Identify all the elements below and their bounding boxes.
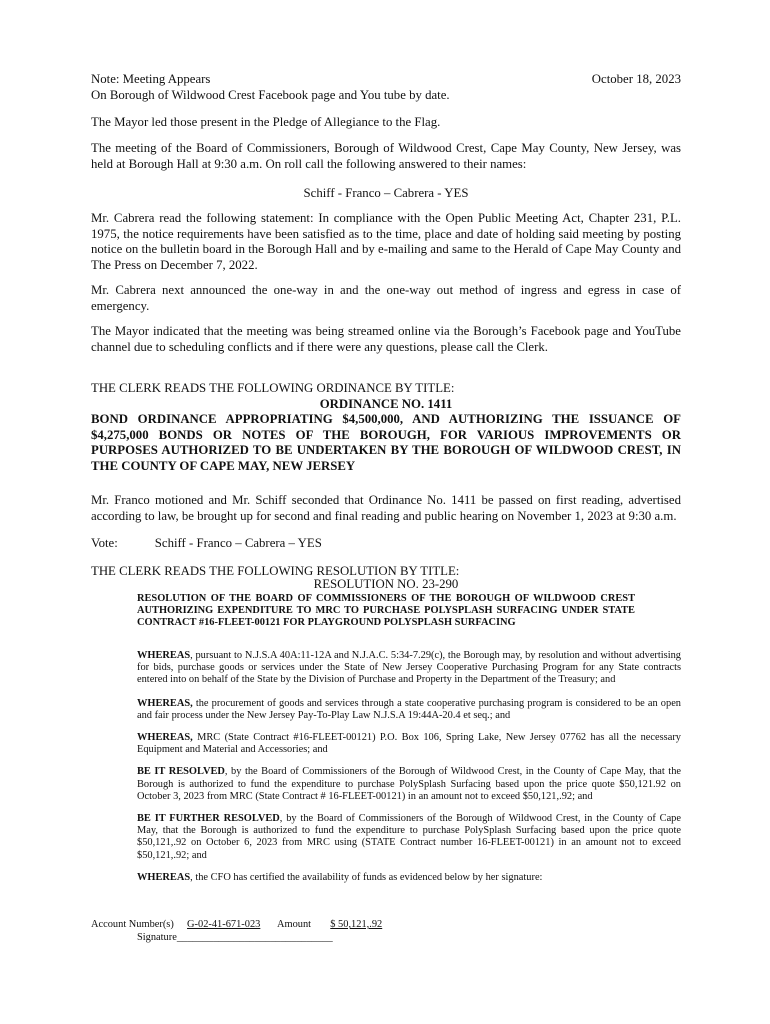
pledge-paragraph: The Mayor led those present in the Pledge of Allegiance to the Flag. bbox=[91, 115, 441, 129]
ordinance-motion: Mr. Franco motioned and Mr. Schiff seconded that Ordinance No. 1411 be passed on first reading, advertised according to law, be brought up for second and final reading and public hearing on November 1, 2023 at 9:30 a.m. bbox=[91, 493, 681, 523]
header-line2: On Borough of Wildwood Crest Facebook page and You tube by date. bbox=[91, 87, 450, 102]
paragraph-text: , the CFO has certified the availability of funds as evidenced below by her signature: bbox=[190, 871, 543, 883]
ordinance-number: ORDINANCE NO. 1411 bbox=[319, 396, 453, 411]
whereas-paragraph-2 bbox=[91, 698, 681, 722]
statement-paragraph: Mr. Cabrera read the following statement: In compliance with the Open Public Meeting Act, Chapter 231, P.L. 1975, the notice requirements have been satisfied as to the time, place and date of holding said meeting by posting notice on the bulletin board in the Borough Hall and by e-mailing and same to the Herald of Cape May County and The Press on December 7, 2022. bbox=[91, 211, 681, 272]
account-number: G-02-41-671-023 bbox=[187, 919, 261, 930]
roll-call: Schiff - Franco – Cabrera - YES bbox=[303, 186, 469, 200]
resolution-number: RESOLUTION NO. 23-290 bbox=[313, 577, 459, 591]
header-date: October 18, 2023 bbox=[591, 72, 681, 86]
ordinance-section bbox=[91, 381, 681, 474]
signature-line: Signature______________________________ bbox=[137, 932, 333, 943]
paragraph-lead: WHEREAS bbox=[137, 871, 191, 883]
account-label: Account Number(s) bbox=[91, 919, 174, 930]
paragraph-text: , by the Board of Commissioners of the Borough of Wildwood Crest, in the County of Cape May, that the Borough is authorized to fund the expenditure to purchase PolySplash Surfacing based upon the price quote $50,121.92 on October 3, 2023 from MRC (State Contract # 16-FLEET-00121) in an amount not to exceed $50,121,.92; and bbox=[137, 766, 681, 802]
paragraph-lead: WHEREAS, bbox=[137, 697, 193, 709]
paragraph-lead: WHEREAS, bbox=[137, 732, 193, 744]
paragraph-text: MRC (State Contract #16-FLEET-00121) P.O. Box 106, Spring Lake, New Jersey 07762 has all the necessary Equipment and Material and Accessories; and bbox=[137, 732, 681, 756]
meeting-paragraph: The meeting of the Board of Commissioners, Borough of Wildwood Crest, Cape May County, New Jersey, was held at Borough Hall at 9:30 a.m. On roll call the following answered to their names: bbox=[91, 141, 681, 171]
whereas-paragraph-1 bbox=[91, 650, 681, 687]
whereas-paragraph-cfo bbox=[91, 872, 681, 884]
ordinance-title: BOND ORDINANCE APPROPRIATING $4,500,000, AND AUTHORIZING THE ISSUANCE OF $4,275,000 BONDS OR NOTES OF THE BOROUGH, FOR VARIOUS IMPROVEMENTS OR PURPOSES AUTHORIZED TO BE UNDERTAKEN BY THE BOROUGH OF WILDWOOD CREST, IN THE COUNTY OF CAPE MAY, NEW JERSEY bbox=[91, 412, 681, 473]
vote-label: Vote: bbox=[91, 536, 118, 550]
resolution-title: RESOLUTION OF THE BOARD OF COMMISSIONERS OF THE BOROUGH OF WILDWOOD CREST AUTHORIZING EXPENDITURE TO MRC TO PURCHASE POLYSPLASH SURFACING UNDER STATE CONTRACT #16-FLEET-00121 FOR PLAYGROUND POLYSPLASH SURFACING bbox=[137, 593, 635, 629]
paragraph-lead: WHEREAS bbox=[137, 650, 191, 661]
paragraph-lead: BE IT RESOLVED bbox=[137, 766, 225, 778]
paragraph-lead: BE IT FURTHER RESOLVED bbox=[137, 813, 280, 825]
resolved-paragraph bbox=[91, 766, 681, 803]
further-resolved-paragraph bbox=[91, 813, 681, 862]
amount-label: Amount bbox=[276, 919, 312, 930]
paragraph-text: the procurement of goods and services through a state cooperative purchasing program is considered to be an open and fair process under the New Jersey Pay-To-Play Law N.J.S.A 19:44A-20.4 et seq.; and bbox=[137, 697, 681, 721]
resolution-body bbox=[91, 650, 681, 884]
amount-value: $ 50,121,.92 bbox=[330, 919, 383, 930]
egress-paragraph: Mr. Cabrera next announced the one-way in and the one-way out method of ingress and egress in case of emergency. bbox=[91, 283, 681, 313]
whereas-paragraph-3 bbox=[91, 732, 681, 756]
paragraph-text: , pursuant to N.J.S.A 40A:11-12A and N.J.A.C. 5:34-7.29(c), the Borough may, by resolution and without advertising for bids, purchase goods or services under the State of New Jersey Cooperative Purchasing Program for any State contracts entered into on behalf of the State by the Division of Purchase and Property in the Department of the Treasury; and bbox=[137, 650, 681, 686]
account-line bbox=[91, 919, 681, 931]
header-note: Note: Meeting Appears bbox=[91, 72, 211, 86]
vote-value: Schiff - Franco – Cabrera – YES bbox=[154, 536, 322, 550]
meeting-header bbox=[91, 72, 681, 103]
stream-paragraph: The Mayor indicated that the meeting was being streamed online via the Borough’s Facebook page and YouTube channel due to scheduling conflicts and if there were any questions, please call the Clerk. bbox=[91, 324, 681, 354]
resolution-intro: THE CLERK READS THE FOLLOWING RESOLUTION BY TITLE: bbox=[91, 564, 460, 578]
ordinance-intro: THE CLERK READS THE FOLLOWING ORDINANCE BY TITLE: bbox=[91, 381, 455, 395]
ordinance-vote bbox=[91, 536, 681, 552]
paragraph-text: , by the Board of Commissioners of the Borough of Wildwood Crest, in the County of Cape May, that the Borough is authorized to fund the expenditure to purchase PolySplash Surfacing based upon the price quote $50,121,.92 on October 6, 2023 from MRC using (STATE Contract number 16-FLEET-00121) in an amount not to exceed $50,121,.92; and bbox=[137, 813, 681, 861]
